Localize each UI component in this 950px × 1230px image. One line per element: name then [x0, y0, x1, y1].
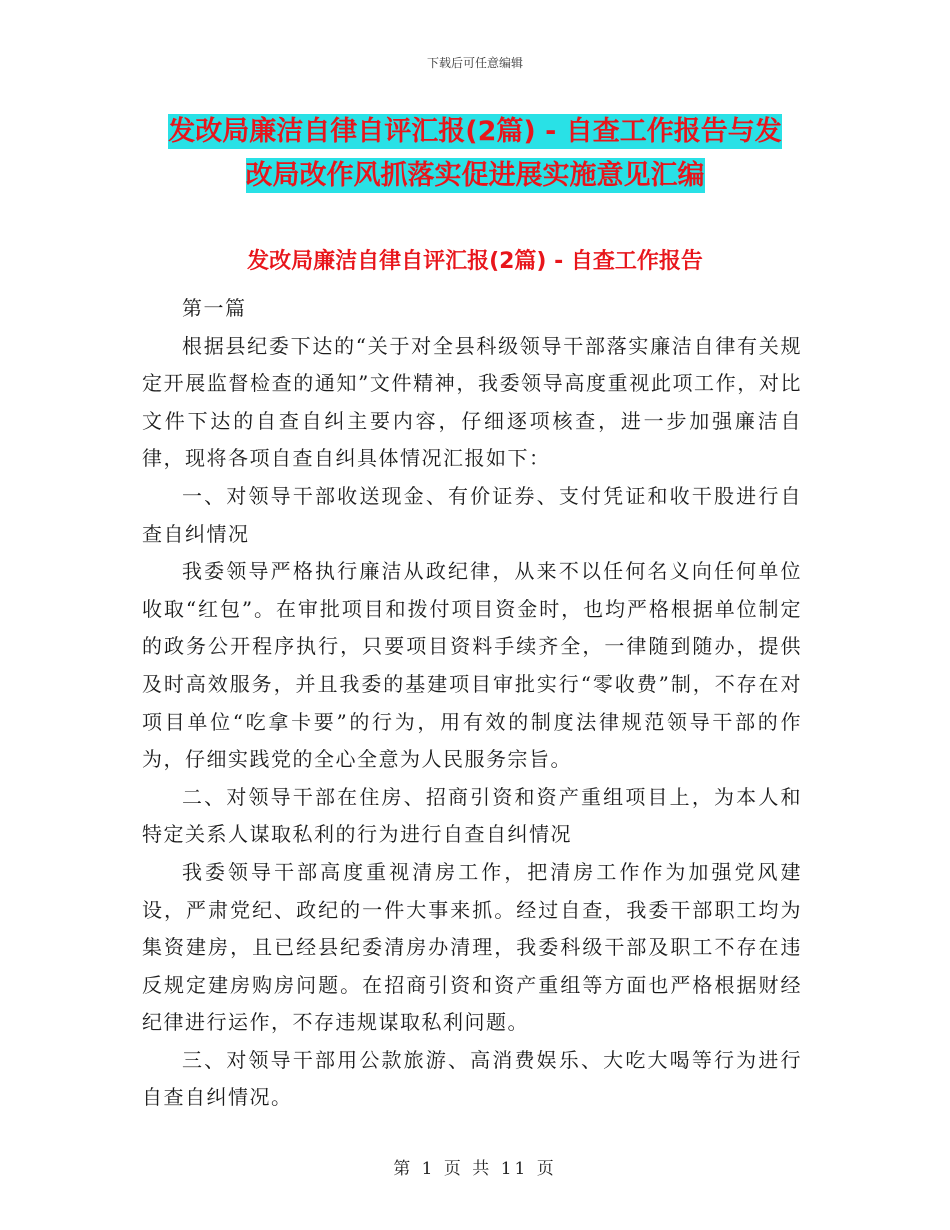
section-title: 发改局廉洁自律自评汇报(2篇) - 自查工作报告	[247, 249, 703, 274]
paragraph: 我委领导干部高度重视清房工作，把清房工作作为加强党风建设，严肃党纪、政纪的一件大事来抓。经过自查，我委干部职工均为集资建房，且已经县纪委清房办清理，我委科级干部及职工不存在违反规定建房购房问题。在招商引资和资产重组等方面也严格根据财经纪律进行运作，不存违规谋取私利问题。	[142, 859, 802, 1035]
header-note: 下载后可任意编辑	[426, 56, 523, 70]
paragraph: 根据县纪委下达的“关于对全县科级领导干部落实廉洁自律有关规定开展监督检查的通知”文件精神，我委领导高度重视此项工作，对比文件下达的自查自纠主要内容，仔细逐项核查，进一步加强廉洁自律，现将各项自查自纠具体情况汇报如下：	[142, 333, 802, 471]
paragraph: 二、对领导干部在住房、招商引资和资产重组项目上，为本人和特定关系人谋取私利的行为进行自查自纠情况	[142, 784, 802, 847]
paragraph: 我委领导严格执行廉洁从政纪律，从来不以任何名义向任何单位收取“红包”。在审批项目和拨付项目资金时，也均严格根据单位制定的政务公开程序执行，只要项目资料手续齐全，一律随到随办，提供及时高效服务，并且我委的基建项目审批实行“零收费”制，不存在对项目单位“吃拿卡要”的行为，用有效的制度法律规范领导干部的作为，仔细实践党的全心全意为人民服务宗旨。	[142, 559, 802, 772]
document-title	[0, 110, 950, 198]
paragraph: 第一篇	[182, 296, 247, 320]
title-line-2: 改局改作风抓落实促进展实施意见汇编	[245, 160, 705, 191]
document-body	[142, 290, 802, 1117]
paragraph: 一、对领导干部收送现金、有价证券、支付凭证和收干股进行自查自纠情况	[142, 483, 802, 546]
title-line-1: 发改局廉洁自律自评汇报(2篇) - 自查工作报告与发	[168, 116, 782, 147]
paragraph: 三、对领导干部用公款旅游、高消费娱乐、大吃大喝等行为进行自查自纠情况。	[142, 1047, 802, 1110]
page-footer: 第 1 页 共 11 页	[393, 1159, 557, 1179]
